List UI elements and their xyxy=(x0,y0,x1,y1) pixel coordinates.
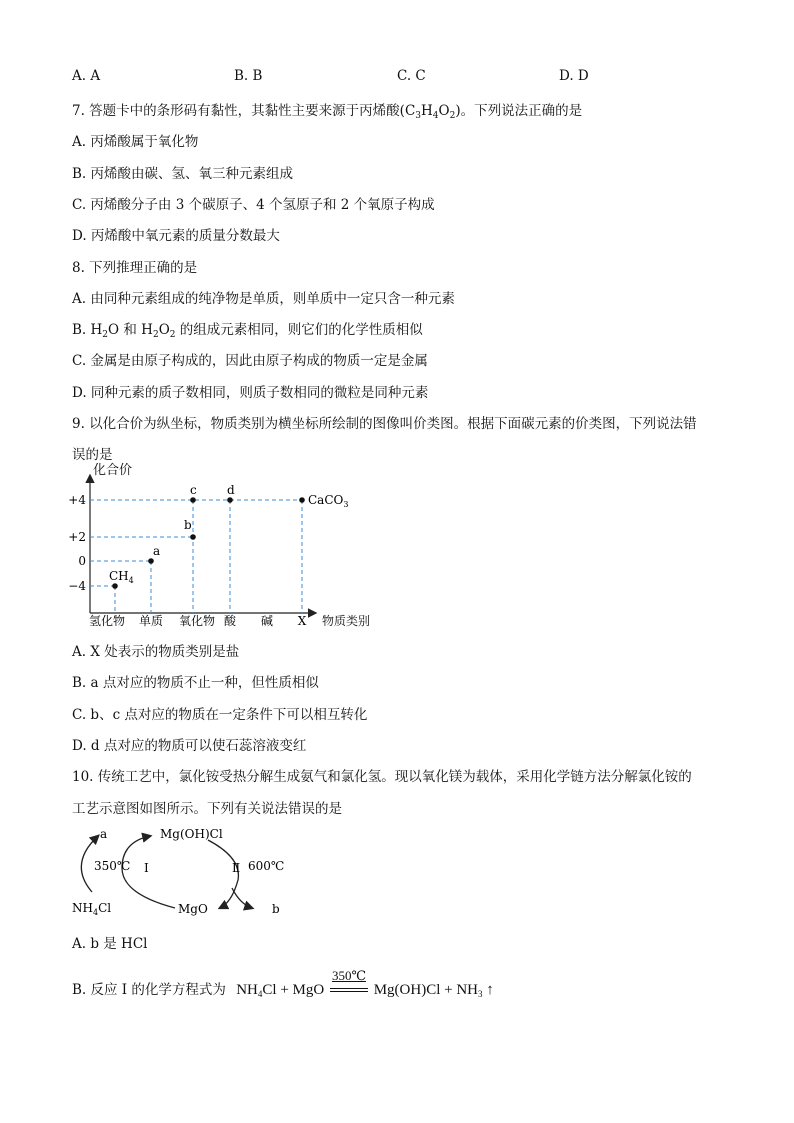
q7-option-a: A. 丙烯酸属于氧化物 xyxy=(72,134,199,150)
q9-option-d: D. d 点对应的物质可以使石蕊溶液变红 xyxy=(72,738,307,754)
temp-350: 350℃ xyxy=(94,859,131,873)
step-1: I xyxy=(144,861,149,875)
q6-option-a: A. A xyxy=(72,68,101,84)
q9-option-b: B. a 点对应的物质不止一种，但性质相似 xyxy=(72,675,319,691)
y-axis-label: 化合价 xyxy=(93,463,133,478)
y-tick-label: +4 xyxy=(68,493,86,507)
x-category-labels xyxy=(89,613,307,628)
q8-option-a: A. 由同种元素组成的纯净物是单质，则单质中一定只含一种元素 xyxy=(72,291,455,307)
q9-stem-line1: 9. 以化合价为纵坐标，物质类别为横坐标所绘制的图像叫价类图。根据下面碳元素的价类图，下列说法错 xyxy=(72,416,697,432)
mgo: MgO xyxy=(178,902,208,916)
point-label: d xyxy=(227,483,235,497)
q10-option-b-prefix: B. 反应 I 的化学方程式为 xyxy=(72,982,226,998)
valence-chart xyxy=(60,462,400,634)
q9-option-c: C. b、c 点对应的物质在一定条件下可以相互转化 xyxy=(72,707,368,723)
mg-oh-cl: Mg(OH)Cl xyxy=(160,827,223,841)
q6-option-d: D. D xyxy=(559,68,589,84)
equation-condition-block xyxy=(330,967,368,996)
q7-option-d: D. 丙烯酸中氧元素的质量分数最大 xyxy=(72,228,280,244)
q9-option-a: A. X 处表示的物质类别是盐 xyxy=(72,644,240,660)
y-tick-label: −4 xyxy=(68,579,86,593)
q8-option-d: D. 同种元素的质子数相同，则质子数相同的微粒是同种元素 xyxy=(72,385,429,401)
equation-condition: 350℃ xyxy=(331,967,366,983)
point-label: c xyxy=(190,483,197,497)
x-axis-label: 物质类别 xyxy=(322,614,371,628)
q10-option-a: A. b 是 HCl xyxy=(72,936,148,952)
point-label: b xyxy=(184,518,192,532)
q6-options-row xyxy=(0,68,794,88)
q6-option-b: B. B xyxy=(234,68,263,84)
equation-double-line xyxy=(330,988,368,992)
data-point xyxy=(227,497,233,503)
q9-stem-line2: 误的是 xyxy=(72,447,113,463)
x-category-label: 碱 xyxy=(260,614,274,628)
q7-option-b: B. 丙烯酸由碳、氢、氧三种元素组成 xyxy=(72,166,294,182)
q6-option-c: C. C xyxy=(397,68,426,84)
x-category-label: 氢化物 xyxy=(88,614,126,628)
y-tick-label: 0 xyxy=(78,554,86,568)
q10-option-b xyxy=(72,967,494,999)
chemical-loop-diagram xyxy=(60,818,320,922)
point-label: CaCO$_3$ xyxy=(308,493,349,509)
x-category-label: 酸 xyxy=(223,614,237,628)
dashed-guides xyxy=(90,500,302,613)
q8-option-c: C. 金属是由原子构成的，因此由原子构成的物质一定是金属 xyxy=(72,353,428,369)
y-tick-labels xyxy=(68,493,86,593)
q8-option-b: B. $H_2O$ 和 $H_2O_2$ 的组成元素相同，则它们的化学性质相似 xyxy=(72,322,423,340)
product-b: b xyxy=(272,902,280,916)
q8-stem: 8. 下列推理正确的是 xyxy=(72,260,198,276)
nh4cl: $NH_4Cl$ xyxy=(72,901,112,917)
data-point xyxy=(299,497,305,503)
y-tick-label: +2 xyxy=(68,530,86,544)
data-point xyxy=(190,497,196,503)
data-points xyxy=(109,483,348,589)
product-a: a xyxy=(100,827,108,841)
data-point xyxy=(148,558,154,564)
q10-stem-line1: 10. 传统工艺中，氯化铵受热分解生成氨气和氯化氢。现以氧化镁为载体，采用化学链方法分解氯化铵的 xyxy=(72,769,692,785)
step-2: Ⅱ xyxy=(232,861,241,875)
temp-600: 600℃ xyxy=(248,859,285,873)
data-point xyxy=(112,583,118,589)
x-category-label: X xyxy=(297,614,307,628)
x-category-label: 氧化物 xyxy=(178,614,216,628)
q7-stem: 7. 答题卡中的条形码有黏性，其黏性主要来源于丙烯酸$(C_3H_4O_2)$。下列说法正确的是 xyxy=(72,103,583,121)
q10-stem-line2: 工艺示意图如图所示。下列有关说法错误的是 xyxy=(72,801,342,817)
equation: $NH_4Cl$ + MgO 350℃ $Mg(OH)Cl + NH_3$ ↑ xyxy=(236,967,494,999)
data-point xyxy=(190,534,196,540)
x-category-label: 单质 xyxy=(138,614,164,628)
point-label: a xyxy=(153,544,161,558)
gas-up-arrow: ↑ xyxy=(486,982,494,998)
arc-to-b xyxy=(232,888,252,908)
point-label: $CH_4$ xyxy=(109,569,134,585)
q7-option-c: C. 丙烯酸分子由 3 个碳原子、4 个氢原子和 2 个氧原子构成 xyxy=(72,197,435,213)
